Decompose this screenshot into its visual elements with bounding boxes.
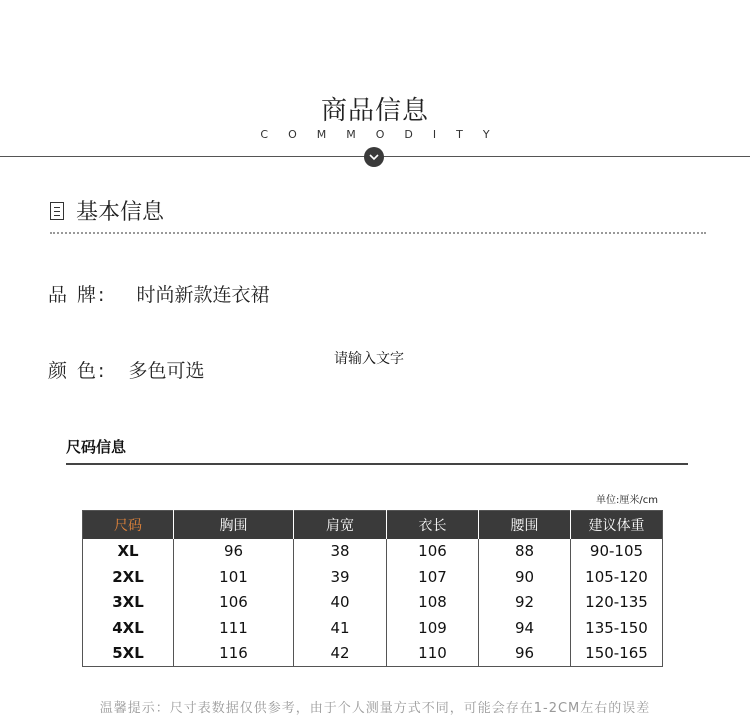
table-cell: XL [117,542,139,561]
header-cell: 肩宽 [294,511,387,539]
table-cell: 105-120 [571,564,663,590]
header-cell: 衣长 [387,511,479,539]
table-cell: 108 [387,590,479,616]
table-cell: 101 [174,564,294,590]
table-cell: 39 [294,564,387,590]
page-subtitle: COMMODITY [260,128,510,141]
table-cell: 110 [387,641,479,667]
table-cell: 109 [387,615,479,641]
size-info-title: 尺码信息 [66,438,127,456]
table-cell: 92 [479,590,571,616]
table-cell: 2XL [112,567,144,586]
table-cell: 96 [174,539,294,565]
table-cell: 88 [479,539,571,565]
document-icon [50,202,64,220]
brand-value: 时尚新款连衣裙 [136,284,270,306]
header-cell: 腰围 [479,511,571,539]
color-label: 颜 色: [48,360,107,382]
table-cell: 40 [294,590,387,616]
placeholder-text: 请输入文字 [334,351,404,367]
unit-note: 单位:厘米/cm [596,495,658,506]
disclaimer-note: 温馨提示：尺寸表数据仅供参考，由于个人测量方式不同，可能会存在1-2CM左右的误差 [99,701,651,716]
chevron-down-icon [364,147,384,167]
table-cell: 106 [387,539,479,565]
header-cell: 胸围 [174,511,294,539]
size-table [82,510,663,667]
table-cell: 90 [479,564,571,590]
table-row [83,564,663,590]
table-row [83,590,663,616]
header-cell: 建议体重 [571,511,663,539]
table-row [83,615,663,641]
basic-info-title: 基本信息 [76,200,165,225]
table-row [83,641,663,667]
table-cell: 94 [479,615,571,641]
table-cell: 42 [294,641,387,667]
table-cell: 150-165 [571,641,663,667]
table-row [83,539,663,565]
page-title: 商品信息 [320,96,429,126]
dotted-divider [50,232,706,234]
table-cell: 116 [174,641,294,667]
table-cell: 120-135 [571,590,663,616]
color-row [48,356,204,383]
brand-row [48,280,269,307]
color-value: 多色可选 [128,360,205,382]
size-info-divider [66,463,688,465]
table-cell: 111 [174,615,294,641]
table-cell: 90-105 [571,539,663,565]
header-cell: 尺码 [83,511,174,539]
table-cell: 3XL [112,593,144,612]
table-cell: 38 [294,539,387,565]
table-header-row [83,511,663,539]
basic-info-heading [50,195,164,226]
table-cell: 106 [174,590,294,616]
table-cell: 4XL [112,619,144,638]
table-cell: 135-150 [571,615,663,641]
table-cell: 96 [479,641,571,667]
brand-label: 品 牌: [48,284,107,306]
table-cell: 41 [294,615,387,641]
table-cell: 5XL [112,644,144,663]
table-cell: 107 [387,564,479,590]
